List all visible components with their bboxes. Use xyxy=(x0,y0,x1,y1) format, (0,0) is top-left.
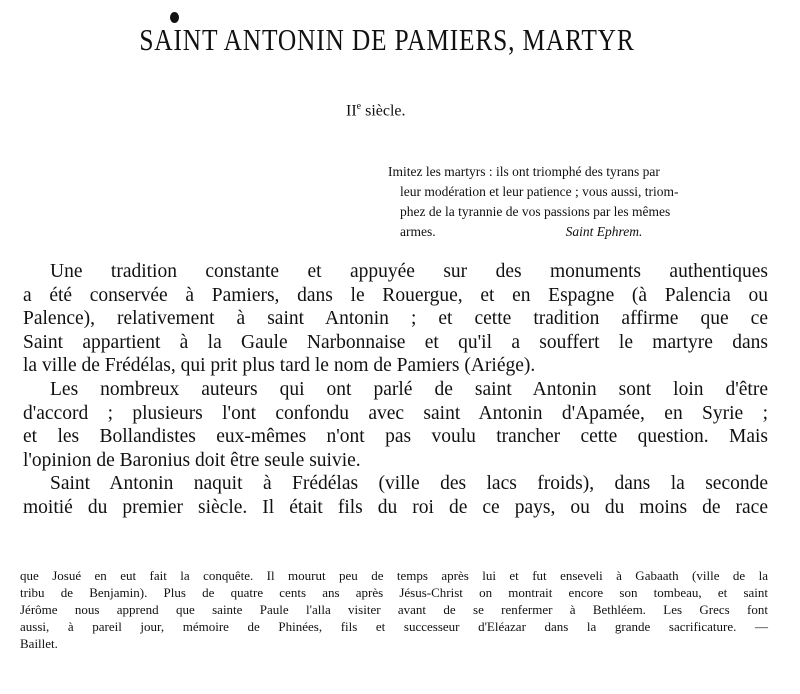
footnote-line: tribu de Benjamin). Plus de quatre cents ans après Jésus-Christ on montrait encore son tombeau, et saint xyxy=(20,585,768,600)
epigraph-line: leur modération et leur patience ; vous aussi, triom- xyxy=(400,184,679,199)
text-line: a été conservée à Pamiers, dans le Rouergue, et en Espagne (à Palencia ou xyxy=(23,284,768,306)
century-word: siècle. xyxy=(365,102,406,120)
page-title: SAINT ANTONIN DE PAMIERS, MARTYR xyxy=(139,22,635,57)
paragraph-1 xyxy=(23,260,768,378)
text-line: Palence), relativement à saint Antonin ; et cette tradition affirme que ce xyxy=(23,308,768,330)
body-text xyxy=(23,260,768,520)
epigraph xyxy=(388,162,764,242)
epigraph-source: Saint Ephrem. xyxy=(565,224,643,239)
footnote-line: aussi, à pareil jour, mémoire de Phinées, fils et successeur d'Eléazar dans la grande sacrificature. — xyxy=(20,619,768,634)
epigraph-line: phez de la tyrannie de vos passions par les mêmes xyxy=(400,204,671,219)
century-numeral: II xyxy=(346,102,357,120)
text-line: Les nombreux auteurs qui ont parlé de saint Antonin sont loin d'être xyxy=(50,378,768,400)
footnote-line: que Josué en eut fait la conquête. Il mourut peu de temps après lui et fut enseveli à Gabaath (ville de la xyxy=(20,568,768,583)
text-line: la ville de Frédélas, qui prit plus tard le nom de Pamiers (Ariége). xyxy=(23,355,536,377)
footnote-line: Baillet. xyxy=(20,636,58,651)
text-line: Saint appartient à la Gaule Narbonnaise et qu'il a souffert le martyre dans xyxy=(23,331,768,353)
text-line: l'opinion de Baronius doit être seule suivie. xyxy=(23,449,361,471)
text-line: moitié du premier siècle. Il était fils du roi de ce pays, ou du moins de race xyxy=(23,496,768,518)
epigraph-line xyxy=(388,222,764,242)
paragraph-3 xyxy=(23,472,768,519)
text-line: d'accord ; plusieurs l'ont confondu avec saint Antonin d'Apamée, en Syrie ; xyxy=(23,402,768,424)
footnote-line: Jérôme nous apprend que sainte Paule l'alla visiter avant de se renfermer à Bethléem. Les Grecs font xyxy=(20,602,768,617)
epigraph-line-text: armes. xyxy=(400,224,436,239)
century-heading xyxy=(346,101,406,120)
paragraph-2 xyxy=(23,378,768,472)
text-line: Saint Antonin naquit à Frédélas (ville des lacs froids), dans la seconde xyxy=(50,473,768,495)
text-line: et les Bollandistes eux-mêmes n'ont pas voulu trancher cette question. Mais xyxy=(23,426,768,448)
footnote xyxy=(20,567,768,652)
text-line: Une tradition constante et appuyée sur des monuments authentiques xyxy=(50,261,768,282)
epigraph-line: Imitez les martyrs : ils ont triomphé des tyrans par xyxy=(388,164,660,179)
century-superscript: e xyxy=(356,101,362,112)
